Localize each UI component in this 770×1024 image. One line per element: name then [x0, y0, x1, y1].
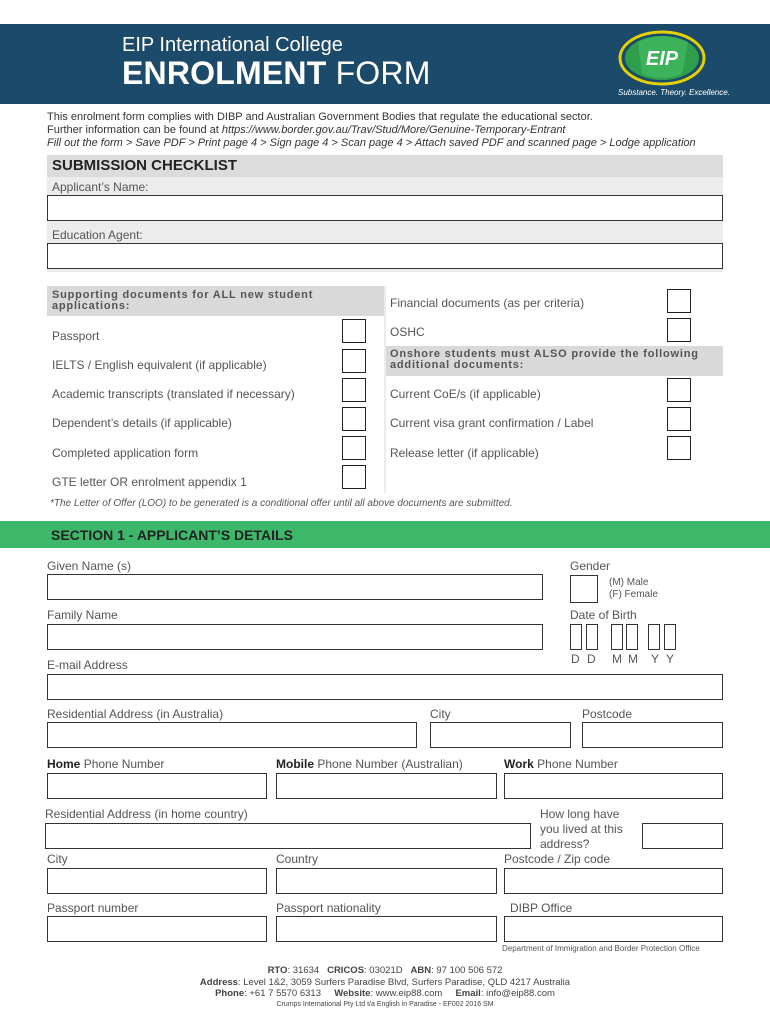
checkbox-oshc[interactable] [667, 318, 691, 342]
gender-option-male: (M) Male [609, 577, 649, 588]
given-name-input[interactable] [47, 574, 543, 600]
dob-month-2[interactable] [626, 624, 638, 650]
mobile-phone-input[interactable] [276, 773, 497, 799]
dob-y-2: Y [666, 652, 675, 666]
dob-month-1[interactable] [611, 624, 623, 650]
section1-title: SECTION 1 - APPLICANT’S DETAILS [51, 527, 293, 543]
doc-ielts: IELTS / English equivalent (if applicable) [52, 358, 267, 372]
family-name-input[interactable] [47, 624, 543, 650]
doc-application-form: Completed application form [52, 446, 199, 460]
postcode-input[interactable] [582, 722, 723, 748]
dob-d-1: D [571, 652, 580, 666]
doc-oshc: OSHC [390, 325, 425, 339]
doc-passport: Passport [52, 329, 100, 343]
doc-financial: Financial documents (as per criteria) [390, 296, 585, 310]
dob-d-2: D [587, 652, 596, 666]
res-address-home-label: Residential Address (in home country) [45, 807, 248, 821]
postcode-zip-input[interactable] [504, 868, 723, 894]
education-agent-input[interactable] [47, 243, 723, 269]
email-input[interactable] [47, 674, 723, 700]
eip-logo [616, 30, 720, 86]
checkbox-coe[interactable] [667, 378, 691, 402]
work-phone-input[interactable] [504, 773, 723, 799]
passport-nationality-input[interactable] [276, 916, 497, 942]
passport-nationality-label: Passport nationality [276, 901, 381, 915]
dob-m-2: M [628, 652, 638, 666]
checkbox-application-form[interactable] [342, 436, 366, 460]
res-address-au-input[interactable] [47, 722, 417, 748]
checkbox-passport[interactable] [342, 319, 366, 343]
tagline: Substance. Theory. Excellence. [618, 88, 730, 97]
postcode-label: Postcode [582, 707, 633, 721]
dob-label: Date of Birth [570, 608, 637, 622]
all-students-header: Supporting documents for ALL new student applications: [47, 286, 384, 316]
email-label: E-mail Address [47, 658, 128, 672]
doc-visa-grant: Current visa grant confirmation / Label [390, 416, 594, 430]
gender-input[interactable] [570, 575, 598, 603]
postcode-zip-label: Postcode / Zip code [504, 852, 611, 866]
city-label: City [430, 707, 451, 721]
given-name-label: Given Name (s) [47, 559, 132, 573]
family-name-label: Family Name [47, 608, 118, 622]
doc-transcripts: Academic transcripts (translated if necessary) [52, 387, 295, 401]
passport-number-input[interactable] [47, 916, 267, 942]
checkbox-release-letter[interactable] [667, 436, 691, 460]
form-title: ENROLMENT FORM [122, 55, 431, 91]
intro-line-2: Further information can be found at https://www.border.gov.au/Trav/Stud/More/Genuine-Temporary-Entrant [47, 124, 566, 136]
dob-day-2[interactable] [586, 624, 598, 650]
onshore-header: Onshore students must ALSO provide the following additional documents: [386, 346, 723, 376]
applicant-name-input[interactable] [47, 195, 723, 221]
country-input[interactable] [276, 868, 497, 894]
dibp-office-label: DIBP Office [510, 901, 573, 915]
doc-release-letter: Release letter (if applicable) [390, 446, 539, 460]
checklist-title: SUBMISSION CHECKLIST [52, 157, 238, 174]
how-long-label-1: How long have [540, 807, 620, 821]
home-phone-input[interactable] [47, 773, 267, 799]
how-long-input[interactable] [642, 823, 723, 849]
checkbox-visa-grant[interactable] [667, 407, 691, 431]
mobile-phone-label: Mobile Phone Number (Australian) [276, 757, 463, 771]
checkbox-transcripts[interactable] [342, 378, 366, 402]
applicant-name-label: Applicant’s Name: [52, 180, 149, 194]
footer-email-link[interactable]: : info@eip88.com [480, 988, 555, 999]
work-phone-label: Work Phone Number [504, 757, 618, 771]
info-link[interactable]: https://www.border.gov.au/Trav/Stud/More/Genuine-Temporary-Entrant [221, 124, 566, 136]
loo-note: *The Letter of Offer (LOO) to be generated is a conditional offer until all above documents are submitted. [50, 498, 513, 509]
city-input[interactable] [430, 722, 571, 748]
checkbox-gte-letter[interactable] [342, 465, 366, 489]
gender-label: Gender [570, 559, 611, 573]
how-long-label-2: you lived at this [540, 822, 623, 836]
education-agent-label: Education Agent: [52, 228, 143, 242]
doc-coe: Current CoE/s (if applicable) [390, 387, 541, 401]
res-address-au-label: Residential Address (in Australia) [47, 707, 224, 721]
country-label: Country [276, 852, 319, 866]
svg-text:EIP: EIP [645, 48, 679, 70]
footer-small: Crumps International Pty Ltd t/a English in Paradise - EF002 2016 SM [276, 1001, 494, 1008]
header-banner [0, 24, 770, 104]
dob-year-2[interactable] [664, 624, 676, 650]
doc-gte-letter: GTE letter OR enrolment appendix 1 [52, 475, 247, 489]
how-long-label-3: address? [540, 837, 590, 851]
footer-website-link[interactable]: : www.eip88.com [370, 988, 443, 999]
passport-number-label: Passport number [47, 901, 139, 915]
dob-m-1: M [612, 652, 622, 666]
city2-input[interactable] [47, 868, 267, 894]
checkbox-financial[interactable] [667, 289, 691, 313]
footer-address: Address: Level 1&2, 3059 Surfers Paradise Blvd, Surfers Paradise, QLD 4217 Australia [199, 977, 571, 988]
dob-year-1[interactable] [648, 624, 660, 650]
checkbox-ielts[interactable] [342, 349, 366, 373]
footer-ids: RTO: 31634 CRICOS: 03021D ABN: 97 100 506 572 [267, 965, 503, 976]
checkbox-dependents[interactable] [342, 407, 366, 431]
dob-y-1: Y [651, 652, 660, 666]
gender-option-female: (F) Female [609, 589, 658, 600]
home-phone-label: Home Phone Number [47, 757, 165, 771]
college-name: EIP International College [122, 34, 343, 56]
footer-contacts: Phone: +61 7 5570 6313 Website: www.eip88.com Email: info@eip88.com [215, 988, 555, 999]
intro-line-1: This enrolment form complies with DIBP and Australian Government Bodies that regulate the educational sector. [47, 111, 593, 123]
city2-label: City [47, 852, 68, 866]
doc-dependents: Dependent’s details (if applicable) [52, 416, 232, 430]
dibp-full-name: Department of Immigration and Border Protection Office [502, 944, 700, 953]
dob-day-1[interactable] [570, 624, 582, 650]
intro-line-3: Fill out the form > Save PDF > Print page 4 > Sign page 4 > Scan page 4 > Attach saved PDF and scanned page > Lodge application [47, 137, 696, 149]
res-address-home-input[interactable] [45, 823, 531, 849]
dibp-office-input[interactable] [504, 916, 723, 942]
